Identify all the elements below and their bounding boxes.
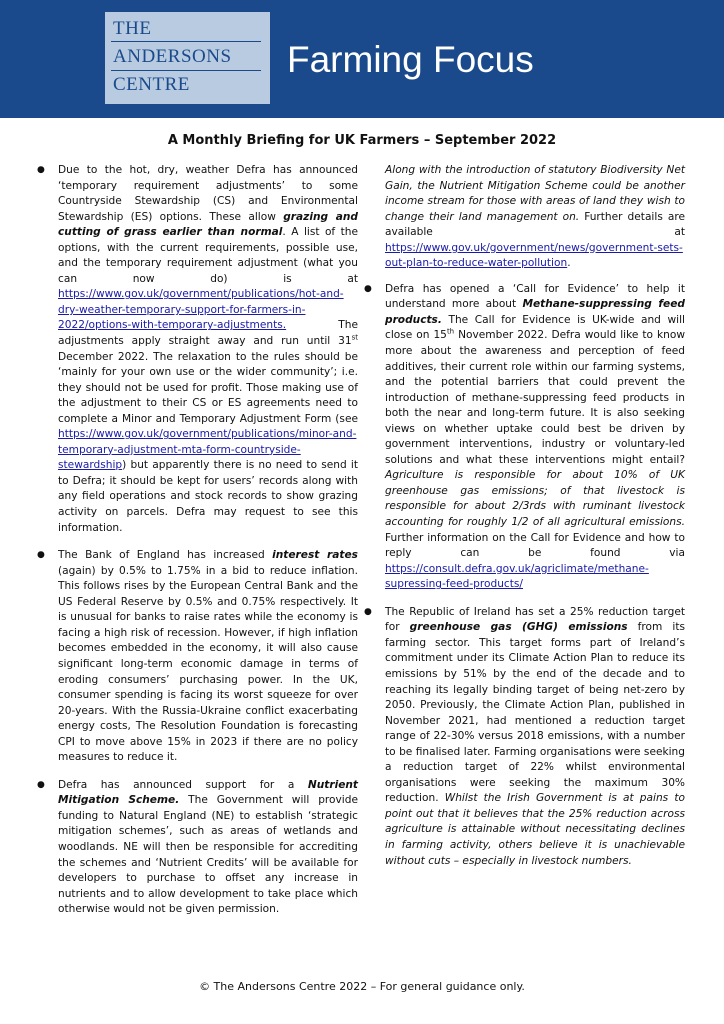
- bullet-emphasis: grazing and cutting of grass earlier than normal: [58, 210, 358, 239]
- bullet-text: Further details are available at: [385, 210, 685, 239]
- bullet-text: Due to the hot, dry, weather Defra has announced ‘temporary requirement adjustments’ to some Countryside Stewardship (CS) and Environmental Stewardship (ES) options. These allow: [58, 164, 358, 223]
- methane-consultation-link[interactable]: https://consult.defra.gov.uk/agriclimate/methane-supressing-feed-products/: [385, 562, 649, 591]
- logo-line-1: THE: [113, 18, 152, 39]
- bullet-item-interest-rates: [37, 548, 358, 766]
- water-pollution-link[interactable]: https://www.gov.uk/government/news/government-sets-out-plan-to-reduce-water-pollution: [385, 241, 683, 270]
- bullet-text: ) but apparently there is no need to send it to Defra; it should be kept for users’ records along with any field operations and stock records to show grazing activity on parcels. Defra may request to see this information.: [58, 459, 358, 534]
- andersons-logo: [105, 12, 270, 104]
- mta-form-link[interactable]: https://www.gov.uk/government/publications/minor-and-temporary-adjustment-mta-form-countryside-stewardship: [58, 428, 357, 472]
- bullet-emphasis: Nutrient Mitigation Scheme.: [58, 778, 358, 807]
- bullet-text: December 2022. The relaxation to the rules should be ‘mainly for your own use or the wider community’; i.e. they should not be used for profit. Those making use of the adjustment to their CS or ES agreements need to complete a Minor and Temporary Adjustment Form (see: [58, 350, 358, 425]
- bullet-emphasis: greenhouse gas (GHG) emissions: [409, 621, 628, 634]
- bullet-item-nutrient-mitigation: [37, 778, 358, 918]
- bullet-text: The adjustments apply straight away and run until 31: [58, 319, 358, 348]
- bullet-italic: Whilst the Irish Government is at pains to point out that it believes that the 25% reduction across agriculture is attainable without necessitating declines in farming activity, others believe it is unachievable without cuts – especially in livestock numbers.: [385, 792, 685, 867]
- logo-line-2: ANDERSONS: [113, 46, 232, 67]
- copyright-footer: © The Andersons Centre 2022 – For general guidance only.: [199, 980, 525, 993]
- bullet-text: The Call for Evidence is UK-wide and will close on 15: [385, 313, 685, 342]
- right-column: [364, 163, 685, 881]
- bullet-text: from its farming sector. This target forms part of Ireland’s commitment under its Climate Action Plan to reduce its emissions by 51% by the end of the decade and to reaching its legally binding target of being net-zero by 2050. Previously, the Climate Action Plan, published in November 2021, had mentioned a reduction target range of 22-30% versus 2018 emissions, with a number to be finalised later. Farming organisations were seeking a reduction target of 22% whilst environmental organisations were seeking the maximum 30% reduction.: [385, 621, 685, 805]
- bullet-emphasis: interest rates: [272, 549, 358, 562]
- bullet-text: .: [567, 257, 571, 270]
- hot-dry-weather-link[interactable]: https://www.gov.uk/government/publications/hot-and-dry-weather-temporary-support-for-farmers-in-2022/options-with-temporary-adjustments.: [58, 288, 344, 332]
- bullet-text: The Bank of England has increased: [58, 549, 273, 562]
- bullet-icon: ●: [37, 165, 45, 175]
- bullet-item-methane: [364, 282, 685, 593]
- bullet-text: The Government will provide funding to Natural England (NE) to establish ‘strategic mitigation schemes’, such as areas of wetlands and woodlands. NE will then be responsible for accrediting the schemes and ‘Nutrient Credits’ will be available for developers to purchase to offset any increase in nutrients and to allow development to take place which otherwise would not be given permission.: [58, 794, 358, 916]
- ordinal-suffix: th: [446, 327, 455, 336]
- bullet-text: November 2022. Defra would like to know more about the awareness and perception of feed additives, their current role within our farming systems, and the potential barriers that could prevent the introduction of methane-suppressing feed products in both the near and long-term future. It is also seeking views on whether uptake could best be driven by government interventions, industry or voluntary-led solutions and what these interventions might entail?: [385, 329, 685, 466]
- ordinal-suffix: st: [351, 333, 358, 342]
- bullet-item-weather: [37, 163, 358, 536]
- bullet-icon: ●: [364, 283, 372, 294]
- bullet-italic: Along with the introduction of statutory Biodiversity Net Gain, the Nutrient Mitigation Scheme could be another income stream for those with areas of land they wish to change their land management on.: [385, 164, 685, 223]
- bullet-icon: ●: [37, 779, 45, 790]
- masthead: [0, 0, 724, 118]
- logo-divider: [111, 70, 261, 71]
- newsletter-title: Farming Focus: [287, 39, 534, 80]
- bullet-text: Defra has opened a ‘Call for Evidence’ to help it understand more about: [385, 282, 685, 311]
- bullet-icon: ●: [37, 550, 45, 561]
- bullet-item-ireland-ghg: [364, 605, 685, 869]
- bullet-icon: ●: [364, 606, 372, 617]
- bullet-text: . A list of the options, with the current requirements, possible use, and the temporary requirement adjustment (what you can now do) is at: [58, 226, 358, 285]
- left-column: [37, 163, 358, 930]
- bullet-continuation: [385, 163, 685, 272]
- bullet-emphasis: Methane-suppressing feed products.: [385, 298, 685, 326]
- logo-divider: [111, 41, 261, 42]
- logo-line-3: CENTRE: [113, 74, 190, 95]
- bullet-text: Defra has announced support for a: [58, 778, 308, 791]
- bullet-text: (again) by 0.5% to 1.75% in a bid to reduce inflation. This follows rises by the European Central Bank and the US Federal Reserve by 0.5% and 0.75% respectively. It is unusual for banks to raise rates while the economy is facing a high risk of recession. However, if high inflation becomes embedded in the economy, it will also cause significant long-term economic damage in terms of eroding consumers’ purchasing power. In the UK, consumer spending is facing its worst squeeze for over 20-years. With the Russia-Ukraine conflict exacerbating energy costs, The Resolution Foundation is forecasting CPI to move above 15% in 2023 if there are no policy measures to reduce it.: [58, 564, 358, 764]
- bullet-italic: Agriculture is responsible for about 10% of UK greenhouse gas emissions; of that livestock is responsible for about 2/3rds with ruminant livestock accounting for roughly 1/2 of all agricultural emissions.: [385, 469, 685, 529]
- bullet-text: Further information on the Call for Evidence and how to reply can be found via: [385, 531, 685, 560]
- bullet-text: The Republic of Ireland has set a 25% reduction target for: [385, 605, 685, 634]
- briefing-subtitle: A Monthly Briefing for UK Farmers – September 2022: [167, 133, 557, 148]
